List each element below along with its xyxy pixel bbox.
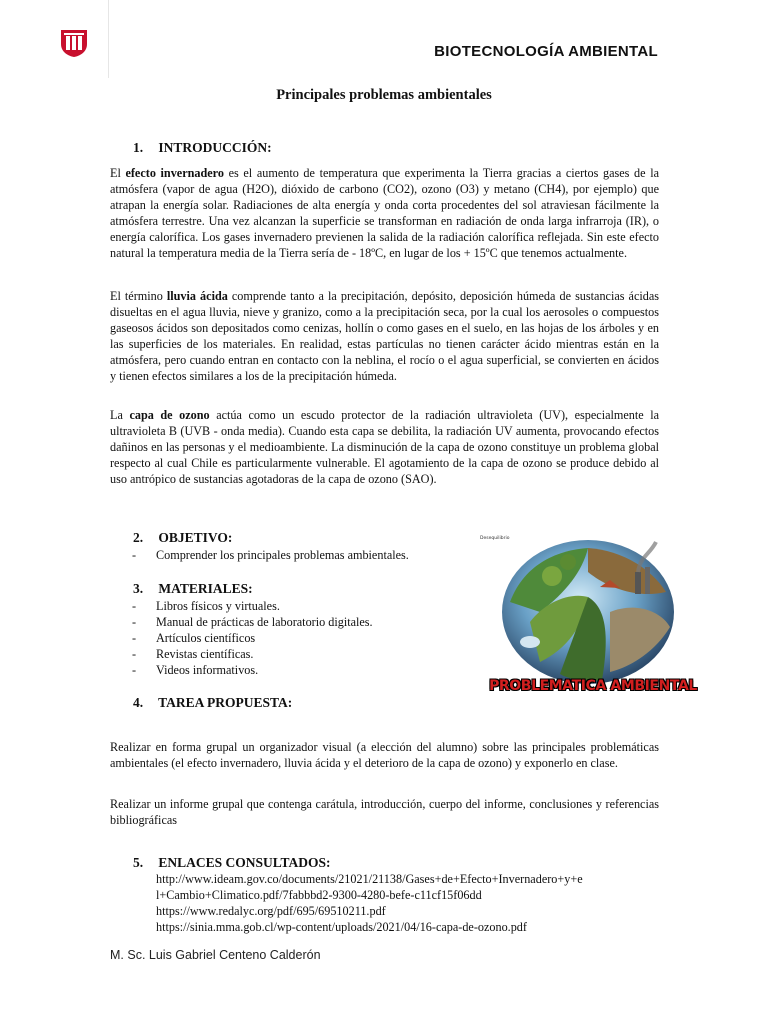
section-heading-objetivo: 2. OBJETIVO: (133, 530, 233, 545)
document-title: Principales problemas ambientales (276, 87, 492, 103)
section-heading-tarea: 4. TAREA PROPUESTA: (133, 695, 293, 710)
link-url[interactable]: http://www.ideam.gov.co/documents/21021/21138/Gases+de+Efecto+Invernadero+y+e (156, 872, 583, 886)
section-heading-text: INTRODUCCIÓN: (158, 140, 272, 155)
list-item: - Libros físicos y virtuales. (130, 598, 373, 614)
term-ozone-layer: capa de ozono (129, 408, 210, 422)
link-url-continued[interactable]: l+Cambio+Climatico.pdf/7fabbbd2-9300-4280-befe-c11cf15f06dd (156, 888, 482, 902)
environmental-problems-illustration (470, 532, 704, 700)
materiales-list (130, 598, 373, 678)
list-item: - Revistas científicas. (130, 646, 373, 662)
section-heading-enlaces: 5. ENLACES CONSULTADOS: (133, 855, 331, 870)
author-footer: M. Sc. Luis Gabriel Centeno Calderón (110, 948, 321, 962)
link-url[interactable]: https://sinia.mma.gob.cl/wp-content/uploads/2021/04/16-capa-de-ozono.pdf (156, 920, 527, 934)
header-divider (108, 0, 109, 78)
section-heading-materiales: 3. MATERIALES: (133, 581, 253, 596)
term-acid-rain: lluvia ácida (166, 289, 228, 303)
tarea-paragraph-2: Realizar un informe grupal que contenga carátula, introducción, cuerpo del informe, conclusiones y referencias bibliográficas (110, 797, 659, 828)
illustration-banner-text: PROBLEMATICA AMBIENTAL (489, 678, 697, 694)
list-item: - Manual de prácticas de laboratorio digitales. (130, 614, 373, 630)
section-heading-intro (133, 140, 272, 156)
course-title: BIOTECNOLOGÍA AMBIENTAL (434, 43, 658, 60)
university-logo-icon (60, 28, 88, 58)
list-item: - Videos informativos. (130, 662, 373, 678)
list-item: - Comprender los principales problemas ambientales. (130, 547, 409, 563)
intro-paragraph-greenhouse: El efecto invernadero es el aumento de temperatura que experimenta la Tierra gracias a ciertos gases de la atmósfera (vapor de agua (H2O), dióxido de carbono (CO2), ozono (O3) y metano (CH4), por ejemplo) que atrapan la energía solar. Radiaciones de alta energía y onda corta procedentes del sol atraviesan fácilmente la atmósfera terrestre. Una vez alcanzan la superficie se transforman en radiación de onda larga infrarroja (IR), o energía calorífica. Los gases invernadero previenen la salida de la radiación calorífica reflejada. Sin este efecto natural la temperatura media de la Tierra sería de - 18ºC, en lugar de los + 15ºC que tenemos actualmente. (110, 166, 659, 261)
links-list (156, 871, 676, 935)
illustration-caption: Desequilibrio (480, 536, 510, 541)
objetivo-list (130, 547, 409, 563)
list-item: - Artículos científicos (130, 630, 373, 646)
section-number: 1. (133, 140, 144, 155)
term-greenhouse-effect: efecto invernadero (125, 166, 224, 180)
intro-paragraph-acid-rain: El término lluvia ácida comprende tanto a la precipitación, depósito, deposición húmeda de sustancias ácidas disueltas en el agua lluvia, nieve y granizo, como a la precipitación seca, por la cual los aerosoles o compuestos gaseosos ácidos son depositados como cenizas, hollín o como gases en el suelo, en las hojas de los árboles y en las superficies de los materiales. En realidad, estas partículas no tienen carácter ácido mientras están en la atmósfera, pero cuando entran en contacto con la neblina, el rocío o el agua superficial, se convierten en ácidos y tienen efectos similares a los de la precipitación húmeda. (110, 289, 659, 384)
globe-icon (470, 532, 704, 700)
tarea-paragraph-1: Realizar en forma grupal un organizador visual (a elección del alumno) sobre las principales problemáticas ambientales (el efecto invernadero, lluvia ácida y el deterioro de la capa de ozono) y exponerlo en clase. (110, 740, 659, 771)
intro-paragraph-ozone: La capa de ozono actúa como un escudo protector de la radiación ultravioleta (UV), especialmente la ultravioleta B (UVB - onda media). Cuando esta capa se debilita, la radiación UV aumenta, provocando efectos dañinos en las personas y el medioambiente. La disminución de la capa de ozono constituye un problema global respecto al cual Chile es particularmente vulnerable. El agotamiento de la capa de ozono se produce debido al uso antrópico de sustancias agotadoras de la capa de ozono (SAO). (110, 408, 660, 487)
link-url[interactable]: https://www.redalyc.org/pdf/695/69510211.pdf (156, 904, 386, 918)
